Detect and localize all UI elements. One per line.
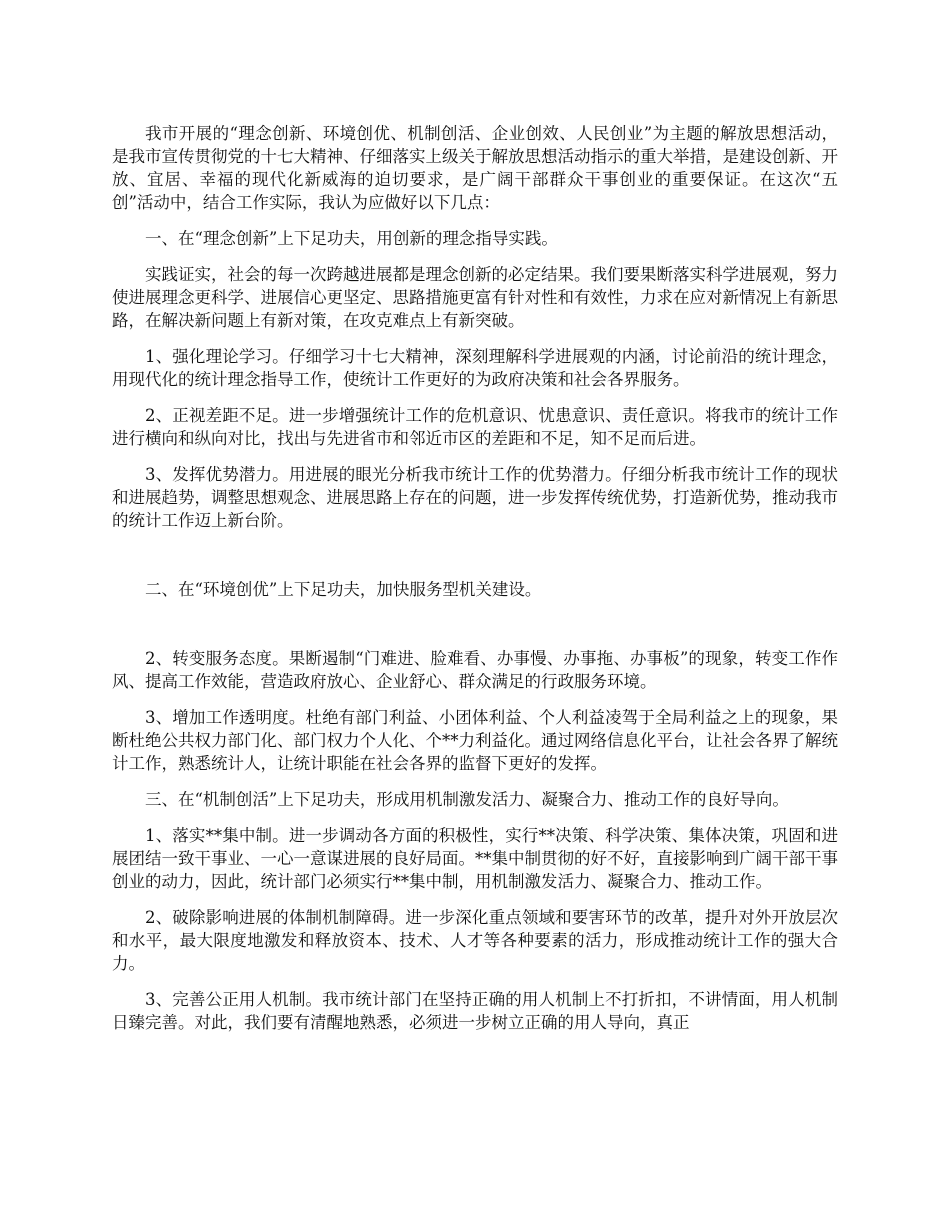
section-3-item-1: 1、落实**集中制。进一步调动各方面的积极性，实行**决策、科学决策、集体决策，巩固和进展团结一致干事业、一心一意谋进展的良好局面。**集中制贯彻的好不好，直接影响到广阔干部干事创业的动力，因此，统计部门必须实行**集中制，用机制激发活力、凝聚合力、推动工作。 (112, 826, 838, 891)
section-3-item-2: 2、破除影响进展的体制机制障碍。进一步深化重点领域和要害环节的改革，提升对外开放层次和水平，最大限度地激发和释放资本、技术、人才等各种要素的活力，形成推动统计工作的强大合力。 (112, 908, 838, 973)
section-2-item-2: 2、转变服务态度。果断遏制“门难进、脸难看、办事慢、办事拖、办事板”的现象，转变工作作风、提高工作效能，营造政府放心、企业舒心、群众满足的行政服务环境。 (112, 649, 838, 691)
section-heading-3: 三、在“机制创活”上下足功夫，形成用机制激发活力、凝聚合力、推动工作的良好导向。 (145, 790, 789, 809)
intro-paragraph: 我市开展的“理念创新、环境创优、机制创活、企业创效、人民创业”为主题的解放思想活动，是我市宣传贯彻党的十七大精神、仔细落实上级关于解放思想活动指示的重大举措，是建设创新、开放、宜居、幸福的现代化新威海的迫切要求，是广阔干部群众干事创业的重要保证。在这次“五创”活动中，结合工作实际，我认为应做好以下几点： (112, 124, 838, 212)
section-3-item-3: 3、完善公正用人机制。我市统计部门在坚持正确的用人机制上不打折扣，不讲情面，用人机制日臻完善。对此，我们要有清醒地熟悉，必须进一步树立正确的用人导向，真正 (112, 990, 838, 1032)
section-2-item-3: 3、增加工作透明度。杜绝有部门利益、小团体利益、个人利益凌驾于全局利益之上的现象，果断杜绝公共权力部门化、部门权力个人化、个**力利益化。通过网络信息化平台，让社会各界了解统计工作，熟悉统计人，让统计职能在社会各界的监督下更好的发挥。 (112, 708, 838, 773)
section-1-item-2: 2、正视差距不足。进一步增强统计工作的危机意识、忧患意识、责任意识。将我市的统计工作进行横向和纵向对比，找出与先进省市和邻近市区的差距和不足，知不足而后进。 (112, 406, 838, 448)
section-heading-2: 二、在“环境创优”上下足功夫，加快服务型机关建设。 (145, 580, 542, 599)
section-1-intro-paragraph: 实践证实，社会的每一次跨越进展都是理念创新的必定结果。我们要果断落实科学进展观，努力使进展理念更科学、进展信心更坚定、思路措施更富有针对性和有效性，力求在应对新情况上有新思路，在解决新问题上有新对策，在攻克难点上有新突破。 (112, 265, 838, 330)
section-1-item-3: 3、发挥优势潜力。用进展的眼光分析我市统计工作的优势潜力。仔细分析我市统计工作的现状和进展趋势，调整思想观念、进展思路上存在的问题，进一步发挥传统优势，打造新优势，推动我市的统计工作迈上新台阶。 (112, 465, 838, 530)
document-page (112, 122, 838, 1047)
section-heading-1: 一、在“理念创新”上下足功夫，用创新的理念指导实践。 (145, 229, 558, 248)
section-1-item-1: 1、强化理论学习。仔细学习十七大精神，深刻理解科学进展观的内涵，讨论前沿的统计理念，用现代化的统计理念指导工作，使统计工作更好的为政府决策和社会各界服务。 (112, 347, 838, 389)
